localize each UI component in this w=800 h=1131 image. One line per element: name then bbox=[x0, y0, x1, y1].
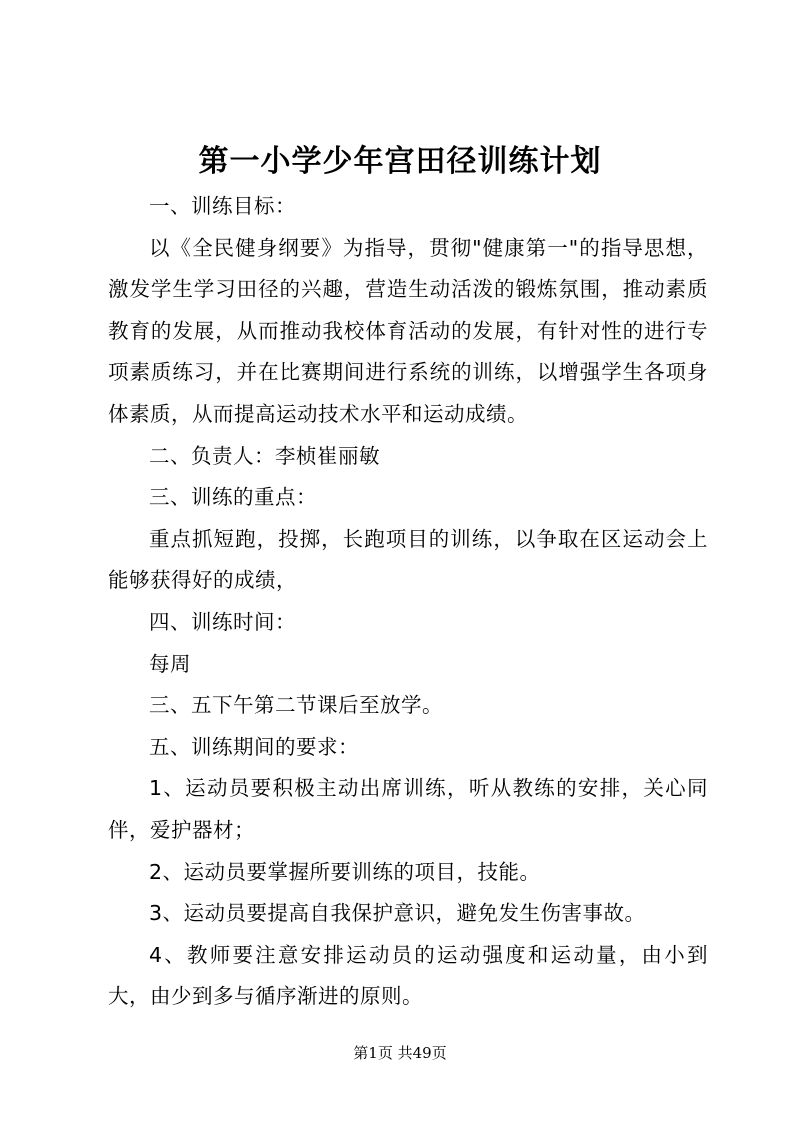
section-heading-focus: 三、训练的重点： bbox=[149, 485, 317, 510]
paragraph-schedule: 三、五下午第二节课后至放学。 bbox=[149, 693, 443, 718]
paragraph-goals: 以《全民健身纲要》为指导，贯彻"健康第一"的指导思想，激发学生学习田径的兴趣，营造生动活泼的锻炼氛围，推动素质教育的发展，从而推动我校体育活动的发展，有针对性的进行专项素质练习，并在比赛期间进行系统的训练，以增强学生各项身体素质，从而提高运动技术水平和运动成绩。 bbox=[108, 235, 708, 426]
document-body bbox=[108, 186, 708, 1018]
section-heading-responsible: 二、负责人：李桢崔丽敏 bbox=[149, 443, 380, 468]
requirement-item-1: 1、运动员要积极主动出席训练，听从教练的安排，关心同伴，爱护器材； bbox=[108, 776, 708, 842]
requirement-item-2: 2、运动员要掌握所要训练的项目，技能。 bbox=[149, 859, 541, 884]
section-heading-goals: 一、训练目标： bbox=[149, 194, 296, 218]
section-heading-requirements: 五、训练期间的要求： bbox=[149, 734, 359, 759]
section-heading-time: 四、训练时间： bbox=[149, 609, 296, 634]
paragraph-focus: 重点抓短跑，投掷，长跑项目的训练，以争取在区运动会上能够获得好的成绩， bbox=[108, 526, 708, 593]
document-title: 第一小学少年宫田径训练计划 bbox=[198, 144, 602, 179]
requirement-item-4: 4、教师要注意安排运动员的运动强度和运动量，由小到大，由少到多与循序渐进的原则。 bbox=[108, 942, 708, 1009]
requirement-item-3: 3、运动员要提高自我保护意识，避免发生伤害事故。 bbox=[149, 901, 646, 926]
page-number: 第1页 共49页 bbox=[353, 1044, 447, 1062]
paragraph-weekly: 每周 bbox=[149, 651, 191, 676]
